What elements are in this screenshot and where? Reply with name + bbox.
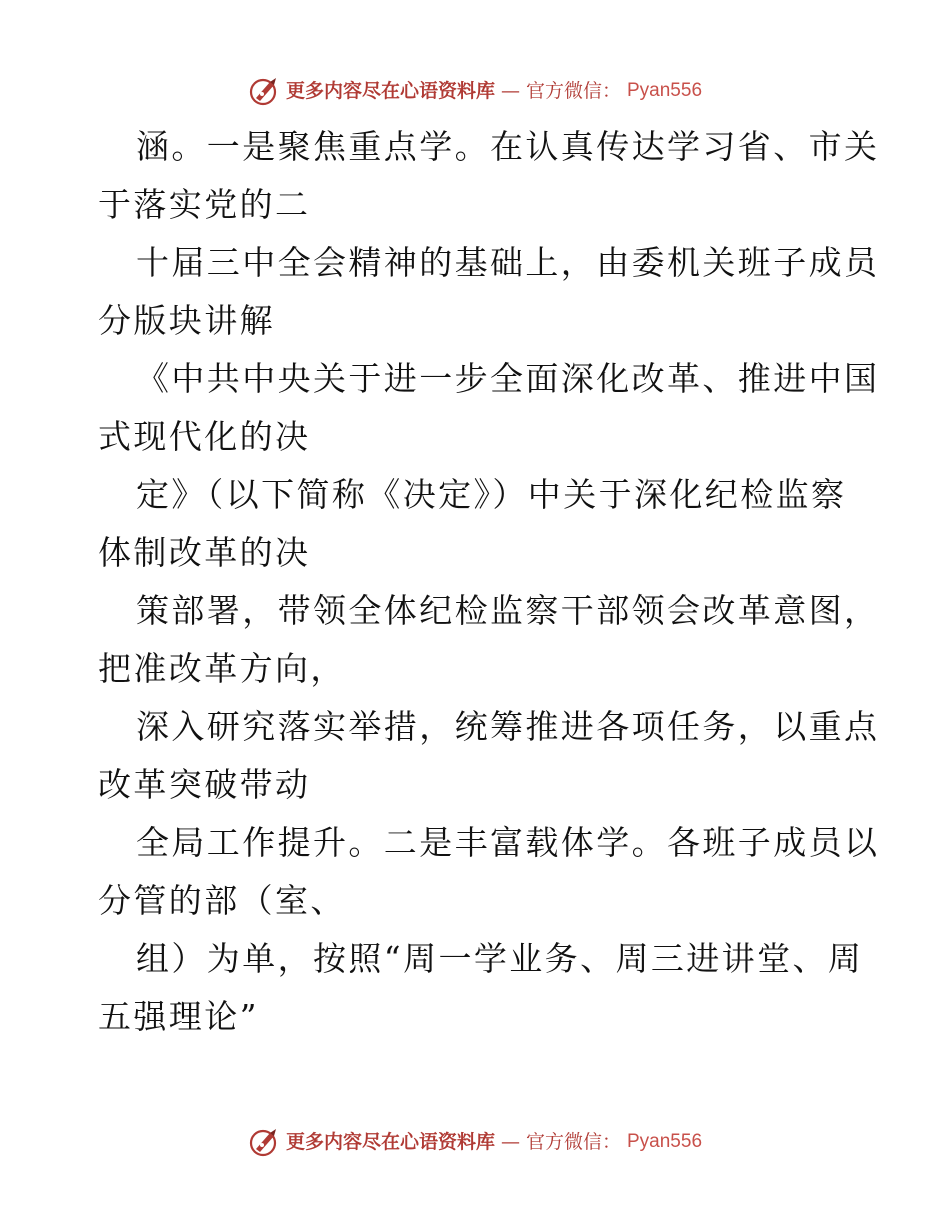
body-line: 把准改革方向， xyxy=(98,649,346,688)
body-line: 深入研究落实举措，统筹推进各项任务，以重点 xyxy=(136,707,880,746)
watermark-wechat-id: Pyan556 xyxy=(627,1131,703,1152)
body-line: 涵。一是聚焦重点学。在认真传达学习省、市关 xyxy=(136,127,880,166)
body-line: 《中共中央关于进一步全面深化改革、推进中国 xyxy=(136,359,880,398)
body-line: 策部署，带领全体纪检监察干部领会改革意图， xyxy=(136,591,880,630)
body-line: 于落实党的二 xyxy=(98,185,311,224)
body-line: 组）为单，按照“周一学业务、周三进讲堂、周 xyxy=(136,939,864,978)
body-line: 十届三中全会精神的基础上，由委机关班子成员 xyxy=(136,243,880,282)
document-body xyxy=(98,118,880,1046)
watermark-wechat-label: 官方微信： xyxy=(525,1131,621,1153)
watermark-wechat-label: 官方微信： xyxy=(525,80,621,102)
body-line: 全局工作提升。二是丰富载体学。各班子成员以 xyxy=(136,823,880,862)
header-watermark xyxy=(0,76,950,106)
footer-watermark xyxy=(0,1127,950,1157)
body-line: 五强理论” xyxy=(98,997,259,1036)
watermark-brand: 更多内容尽在心语资料库 xyxy=(285,1131,495,1153)
body-line: 定》（以下简称《决定》）中关于深化纪检监察 xyxy=(136,475,847,514)
watermark-dash: — xyxy=(500,80,520,102)
body-line: 改革突破带动 xyxy=(98,765,311,804)
watermark-wechat-id: Pyan556 xyxy=(627,80,703,101)
pen-nib-circle-icon xyxy=(248,1127,280,1157)
body-line: 式现代化的决 xyxy=(98,417,311,456)
watermark-brand: 更多内容尽在心语资料库 xyxy=(285,80,495,102)
body-line: 分管的部（室、 xyxy=(98,881,346,920)
body-line: 分版块讲解 xyxy=(98,301,275,340)
pen-nib-circle-icon xyxy=(248,76,280,106)
body-line: 体制改革的决 xyxy=(98,533,311,572)
watermark-dash: — xyxy=(500,1131,520,1153)
